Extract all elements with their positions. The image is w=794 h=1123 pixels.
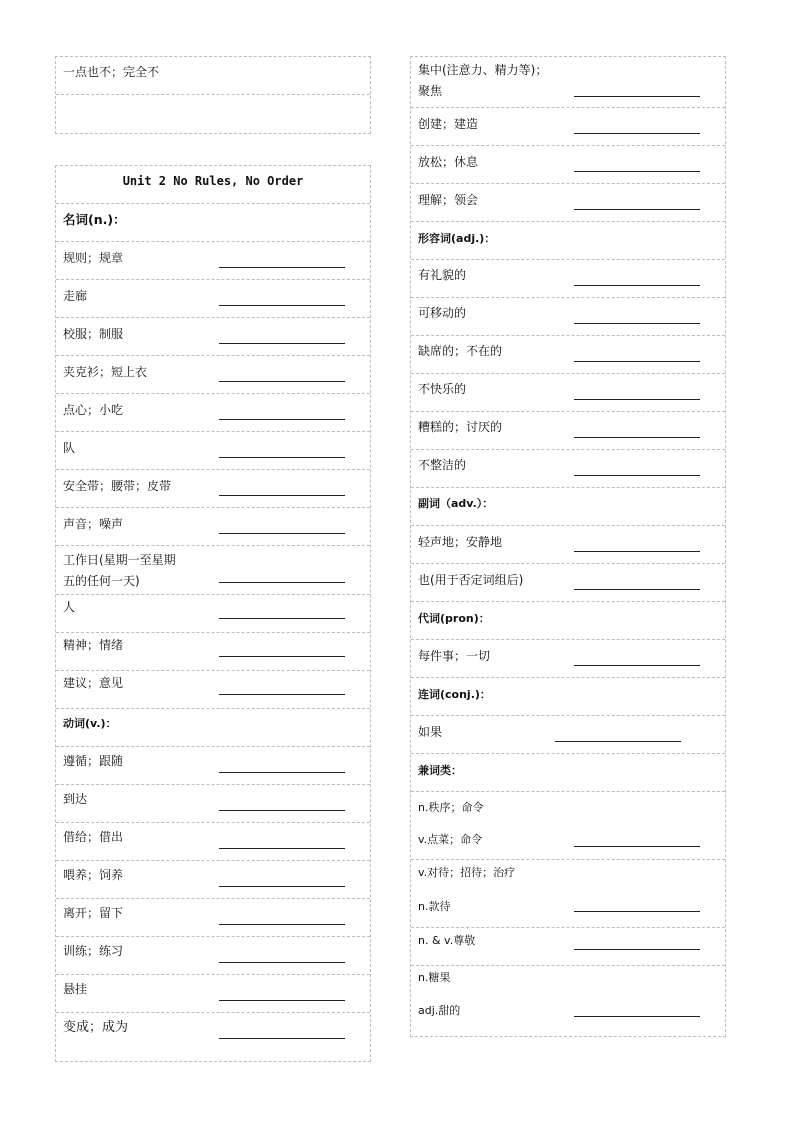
vocab-label: 缺席的；不在的 xyxy=(418,344,503,358)
vocab-label: 离开；留下 xyxy=(63,906,124,920)
top-left-table xyxy=(55,56,371,134)
table-row xyxy=(411,966,725,1032)
vocab-label-line2: 聚焦 xyxy=(418,84,443,98)
table-row xyxy=(56,823,370,861)
multi-heading: 兼词类： xyxy=(418,764,462,777)
vocab-label: 声音；噪声 xyxy=(63,517,124,531)
vocab-label-line1: v.对待；招待；治疗 xyxy=(418,866,516,879)
answer-blank[interactable] xyxy=(574,133,700,134)
vocab-label: 不整洁的 xyxy=(418,458,467,472)
pron-heading: 代词(pron)： xyxy=(418,612,490,625)
answer-blank[interactable] xyxy=(219,582,345,583)
vocab-label: 精神；情绪 xyxy=(63,638,124,652)
vocab-label: 糟糕的；讨厌的 xyxy=(418,420,503,434)
table-row xyxy=(56,394,370,432)
answer-blank[interactable] xyxy=(219,495,345,496)
vocab-label-line1: n.秩序；命令 xyxy=(418,801,484,814)
table-row xyxy=(411,716,725,754)
table-row xyxy=(411,146,725,184)
vocab-label: 轻声地；安静地 xyxy=(418,535,503,549)
answer-blank[interactable] xyxy=(574,589,700,590)
table-row xyxy=(56,671,370,709)
table-row xyxy=(411,450,725,488)
section-row xyxy=(56,204,370,242)
answer-blank[interactable] xyxy=(219,267,345,268)
table-row xyxy=(56,356,370,394)
vocab-label: 点心；小吃 xyxy=(63,403,124,417)
table-row xyxy=(56,546,370,595)
vocab-label: 借给；借出 xyxy=(63,830,124,844)
vocab-label: 放松；休息 xyxy=(418,155,479,169)
answer-blank[interactable] xyxy=(219,419,345,420)
vocab-label-line1: 集中(注意力、精力等)； xyxy=(418,63,548,77)
vocab-label: 有礼貌的 xyxy=(418,268,467,282)
table-row xyxy=(56,318,370,356)
table-row xyxy=(56,508,370,546)
table-row xyxy=(411,260,725,298)
vocab-label: 每件事；一切 xyxy=(418,649,491,663)
answer-blank[interactable] xyxy=(219,1000,345,1001)
answer-blank[interactable] xyxy=(219,694,345,695)
conj-heading: 连词(conj.)： xyxy=(418,688,491,701)
table-row xyxy=(56,432,370,470)
answer-blank[interactable] xyxy=(219,381,345,382)
vocab-label: 规则；规章 xyxy=(63,251,124,265)
vocab-label: 一点也不；完全不 xyxy=(63,65,160,79)
adv-heading: 副词（adv.）： xyxy=(418,497,494,510)
section-row xyxy=(411,488,725,526)
table-row xyxy=(411,57,725,108)
vocab-label: 如果 xyxy=(418,725,443,739)
answer-blank[interactable] xyxy=(219,924,345,925)
table-row xyxy=(56,975,370,1013)
answer-blank[interactable] xyxy=(219,656,345,657)
answer-blank[interactable] xyxy=(574,323,700,324)
verbs-heading: 动词(v.)： xyxy=(63,717,117,730)
table-row xyxy=(56,595,370,633)
answer-blank[interactable] xyxy=(555,741,681,742)
vocab-label: 到达 xyxy=(63,792,88,806)
vocab-label-line2: v.点菜；命令 xyxy=(418,833,483,846)
table-header-row xyxy=(56,166,370,204)
table-row xyxy=(56,899,370,937)
answer-blank[interactable] xyxy=(219,886,345,887)
vocab-label: 安全带；腰带；皮带 xyxy=(63,479,172,493)
vocab-label: 不快乐的 xyxy=(418,382,467,396)
answer-blank[interactable] xyxy=(219,618,345,619)
answer-blank[interactable] xyxy=(219,810,345,811)
table-row xyxy=(411,640,725,678)
table-row xyxy=(411,526,725,564)
table-row xyxy=(411,792,725,860)
vocab-label: 变成；成为 xyxy=(63,1020,129,1035)
answer-blank[interactable] xyxy=(574,171,700,172)
unit-vocab-table xyxy=(55,165,371,1062)
answer-blank[interactable] xyxy=(219,962,345,963)
answer-blank[interactable] xyxy=(219,533,345,534)
vocab-label: 训练；练习 xyxy=(63,944,124,958)
table-row xyxy=(56,937,370,975)
vocab-label: n. & v.尊敬 xyxy=(418,934,476,947)
vocab-label: 创建；建造 xyxy=(418,117,479,131)
answer-blank[interactable] xyxy=(574,551,700,552)
answer-blank[interactable] xyxy=(574,361,700,362)
section-row xyxy=(411,754,725,792)
table-row xyxy=(411,374,725,412)
vocab-label: 可移动的 xyxy=(418,306,467,320)
unit-title: Unit 2 No Rules, No Order xyxy=(122,174,304,188)
vocab-label: 也(用于否定词组后) xyxy=(418,573,524,587)
table-row xyxy=(56,280,370,318)
section-row xyxy=(411,222,725,260)
answer-blank[interactable] xyxy=(219,1038,345,1039)
answer-blank[interactable] xyxy=(574,399,700,400)
table-row xyxy=(56,633,370,671)
vocab-label-line1: n.糖果 xyxy=(418,971,451,984)
vocab-label-line2: 五的任何一天) xyxy=(63,574,140,588)
answer-blank[interactable] xyxy=(574,475,700,476)
vocab-label-line2: adj.甜的 xyxy=(418,1004,461,1017)
answer-blank[interactable] xyxy=(219,772,345,773)
vocab-label: 建议；意见 xyxy=(63,676,124,690)
table-row xyxy=(56,1013,370,1051)
answer-blank[interactable] xyxy=(574,846,700,847)
table-row xyxy=(56,861,370,899)
nouns-heading: 名词(n.)： xyxy=(63,212,126,227)
vocab-label: 喂养；饲养 xyxy=(63,868,124,882)
vocab-label: 走廊 xyxy=(63,289,88,303)
table-row xyxy=(411,108,725,146)
table-row xyxy=(411,298,725,336)
answer-blank[interactable] xyxy=(574,209,700,210)
vocab-label-line2: n.款待 xyxy=(418,900,451,913)
answer-blank[interactable] xyxy=(574,96,700,97)
section-row xyxy=(56,709,370,747)
answer-blank[interactable] xyxy=(574,949,700,950)
table-row xyxy=(411,860,725,928)
table-row xyxy=(56,470,370,508)
adj-heading: 形容词(adj.)： xyxy=(418,232,496,245)
vocab-label: 遵循；跟随 xyxy=(63,754,124,768)
answer-blank[interactable] xyxy=(574,1016,700,1017)
answer-blank[interactable] xyxy=(219,305,345,306)
table-row xyxy=(411,412,725,450)
vocab-label: 校服；制服 xyxy=(63,327,124,341)
section-row xyxy=(411,602,725,640)
vocab-label: 夹克衫；短上衣 xyxy=(63,365,148,379)
table-row xyxy=(411,336,725,374)
vocab-label: 悬挂 xyxy=(63,982,88,996)
answer-blank[interactable] xyxy=(574,437,700,438)
table-row xyxy=(56,242,370,280)
answer-blank[interactable] xyxy=(219,343,345,344)
answer-blank[interactable] xyxy=(574,665,700,666)
table-row xyxy=(411,564,725,602)
table-row xyxy=(56,57,370,95)
section-row xyxy=(411,678,725,716)
vocab-label: 队 xyxy=(63,441,76,455)
table-row xyxy=(411,928,725,966)
vocab-label: 人 xyxy=(63,600,76,614)
answer-blank[interactable] xyxy=(219,457,345,458)
table-row xyxy=(56,785,370,823)
right-vocab-table xyxy=(410,56,726,1037)
vocab-label-line1: 工作日(星期一至星期 xyxy=(63,553,176,567)
table-row xyxy=(56,747,370,785)
answer-blank[interactable] xyxy=(574,285,700,286)
table-row xyxy=(56,95,370,133)
answer-blank[interactable] xyxy=(219,848,345,849)
vocab-label: 理解；领会 xyxy=(418,193,479,207)
table-row xyxy=(411,184,725,222)
answer-blank[interactable] xyxy=(574,911,700,912)
